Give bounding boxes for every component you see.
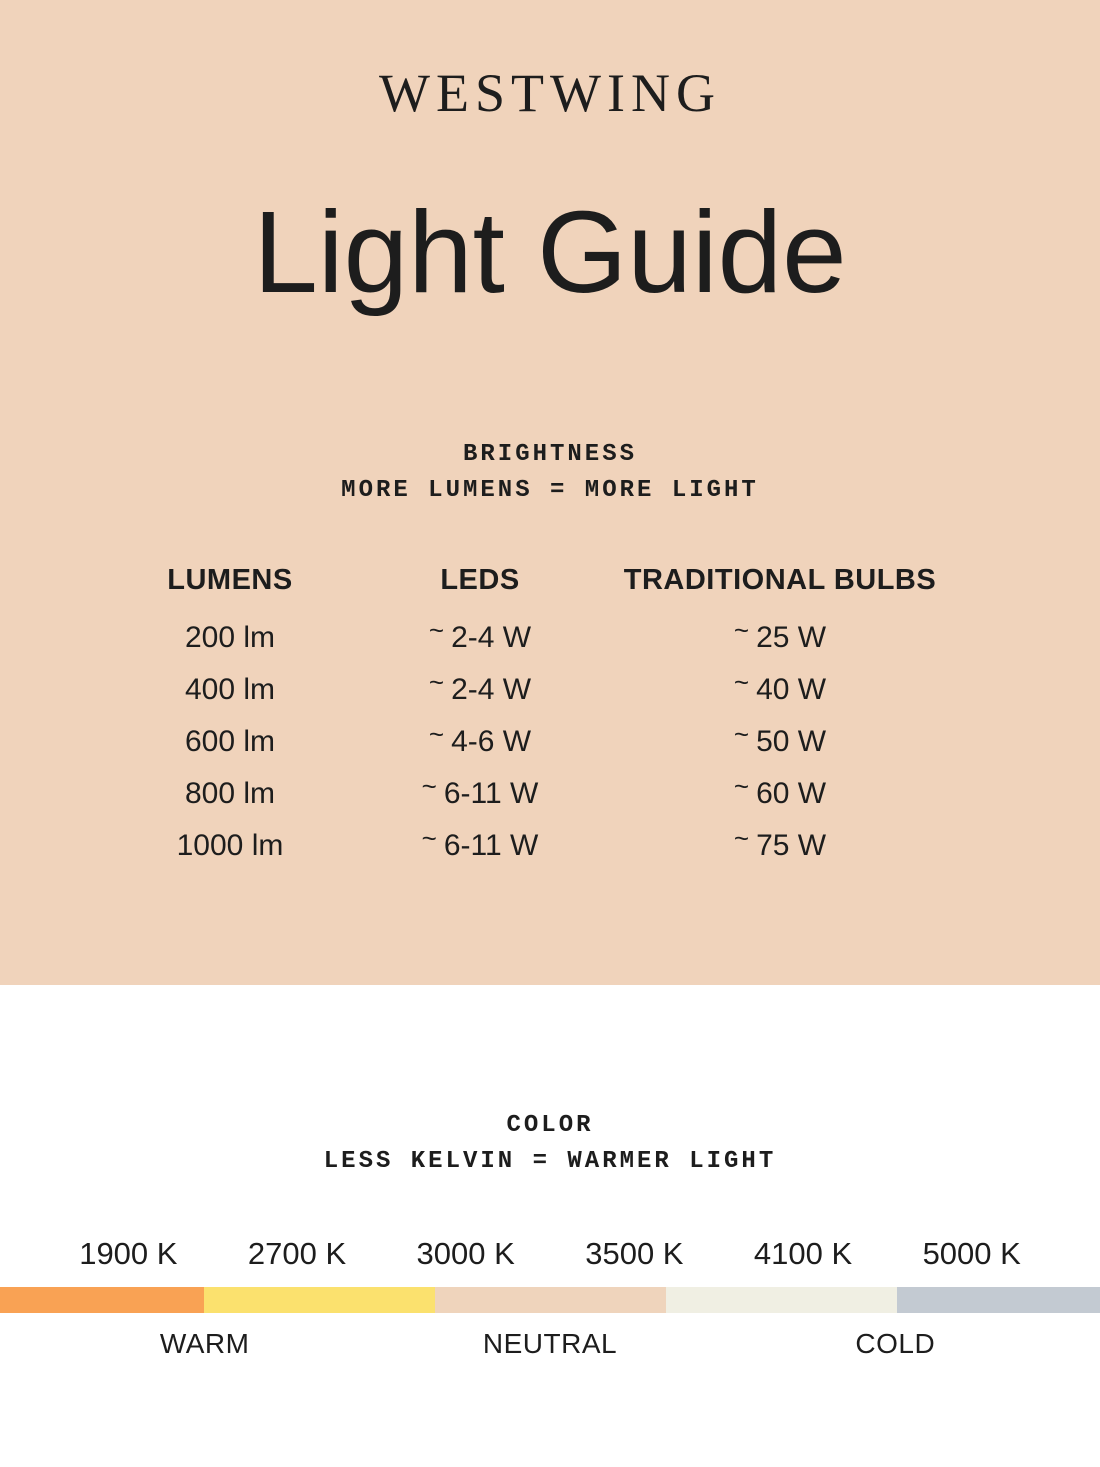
leds-value — [350, 664, 610, 716]
brightness-heading: BRIGHTNESS — [462, 441, 638, 468]
leds-value — [350, 612, 610, 664]
approx-symbol: ~ — [421, 771, 437, 802]
approx-symbol: ~ — [733, 823, 750, 854]
leds-value — [350, 768, 610, 820]
temp-label-cold: COLD — [855, 1328, 936, 1360]
lumens-value: 200 lm — [184, 621, 276, 655]
kelvin-label-2700: 2700 K — [247, 1236, 347, 1272]
kelvin-label-5000: 5000 K — [922, 1236, 1021, 1272]
bulbs-watts: 50 W — [756, 725, 827, 759]
bulbs-value — [610, 820, 950, 872]
leds-watts: 6-11 W — [443, 829, 539, 863]
color-section — [0, 985, 1100, 1467]
brand-logo: WESTWING — [379, 63, 721, 123]
approx-symbol: ~ — [733, 771, 750, 802]
bulbs-watts: 25 W — [756, 621, 827, 655]
brightness-subheading: MORE LUMENS = MORE LIGHT — [341, 477, 759, 505]
bulbs-watts: 60 W — [756, 777, 827, 811]
color-heading: COLOR — [506, 1112, 594, 1139]
approx-symbol: ~ — [428, 667, 445, 698]
temp-label-neutral: NEUTRAL — [482, 1328, 618, 1360]
bulbs-value — [610, 664, 950, 716]
page-title: Light Guide — [253, 187, 847, 317]
approx-symbol: ~ — [733, 667, 750, 698]
kelvin-scale-labels — [0, 1238, 1100, 1270]
bulbs-watts: 40 W — [756, 673, 827, 707]
scale-segment-neutral-beige — [435, 1287, 666, 1313]
scale-segment-cold-gray — [897, 1287, 1100, 1313]
scale-segment-neutral-cream — [666, 1287, 897, 1313]
bulbs-value — [610, 716, 950, 768]
approx-symbol: ~ — [428, 615, 445, 646]
approx-symbol: ~ — [428, 719, 445, 750]
lumens-table — [110, 563, 1100, 872]
bulbs-value — [610, 768, 950, 820]
column-header-lumens: LUMENS — [167, 564, 293, 597]
color-subheading: LESS KELVIN = WARMER LIGHT — [323, 1148, 777, 1176]
approx-symbol: ~ — [733, 719, 750, 750]
leds-watts: 4-6 W — [451, 725, 532, 759]
leds-watts: 2-4 W — [451, 673, 532, 707]
color-temperature-scale-bar — [0, 1287, 1100, 1313]
lumens-value: 600 lm — [184, 725, 276, 759]
bulbs-value — [610, 612, 950, 664]
column-header-traditional-bulbs: TRADITIONAL BULBS — [623, 564, 937, 597]
approx-symbol: ~ — [421, 823, 437, 854]
lumens-value: 400 lm — [184, 673, 276, 707]
leds-watts: 6-11 W — [443, 777, 539, 811]
lumens-value: 800 lm — [184, 777, 276, 811]
leds-value — [350, 716, 610, 768]
kelvin-label-4100: 4100 K — [753, 1236, 853, 1272]
temperature-labels — [32, 1328, 1068, 1360]
kelvin-label-1900: 1900 K — [79, 1236, 178, 1272]
bulbs-watts: 75 W — [756, 829, 827, 863]
leds-watts: 2-4 W — [451, 621, 532, 655]
kelvin-label-3500: 3500 K — [585, 1236, 684, 1272]
kelvin-label-3000: 3000 K — [416, 1236, 515, 1272]
leds-value — [350, 820, 610, 872]
scale-segment-warm-yellow — [204, 1287, 435, 1313]
approx-symbol: ~ — [733, 615, 750, 646]
lumens-value: 1000 lm — [176, 829, 284, 863]
column-header-leds: LEDS — [440, 564, 520, 597]
temp-label-warm: WARM — [159, 1328, 250, 1360]
scale-segment-warm-orange — [0, 1287, 204, 1313]
